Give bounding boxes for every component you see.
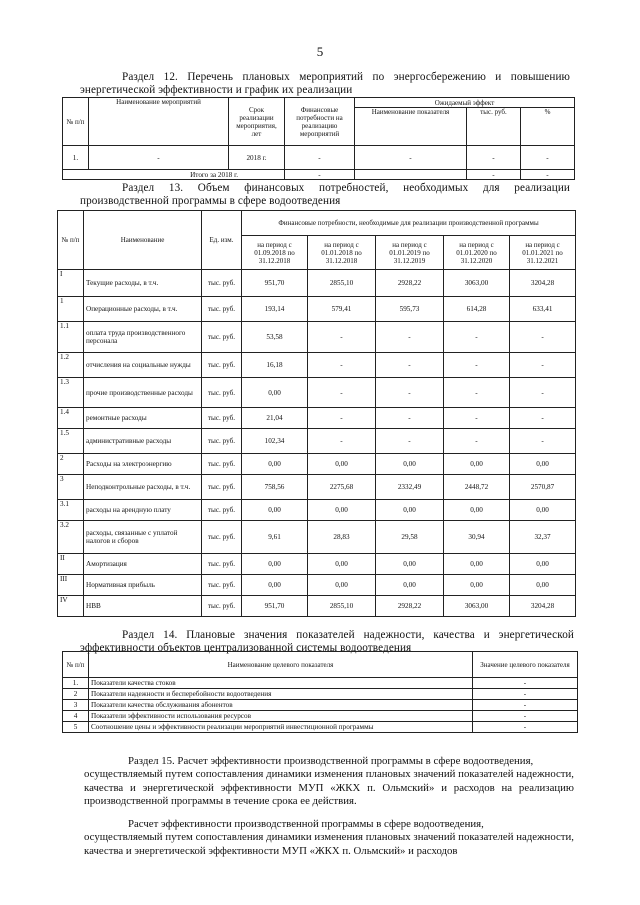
col-name-header: Наименование мероприятий (89, 98, 229, 146)
row-value: - (510, 378, 576, 408)
total-row: Итого за 2018 г. - - - (63, 170, 575, 180)
table-row (58, 378, 576, 408)
row-unit: тыс. руб. (202, 475, 242, 500)
row-value: - (308, 408, 376, 429)
row-value: 0,00 (510, 500, 576, 521)
row-num: 5 (63, 722, 89, 733)
row-num: II (58, 554, 84, 575)
row-value: 0,00 (510, 454, 576, 475)
row-value: 0,00 (308, 575, 376, 596)
row-num: 1 (58, 297, 84, 322)
row-name: Показатели качества обслуживания абонентов (89, 700, 473, 711)
row-name: Неподконтрольные расходы, в т.ч. (84, 475, 202, 500)
row-value: 2928,22 (376, 596, 444, 617)
col-fin-header: Финансовые потребности на реализацию мероприятий (285, 98, 355, 146)
row-value: 579,41 (308, 297, 376, 322)
row-value: - (473, 711, 578, 722)
row-value: 30,94 (444, 521, 510, 554)
col-unit-header: Ед. изм. (202, 211, 242, 270)
row-value: - (444, 353, 510, 378)
row-value: - (510, 429, 576, 454)
table-row (58, 596, 576, 617)
row-value: - (376, 353, 444, 378)
row-value: - (308, 378, 376, 408)
row-num: 3 (58, 475, 84, 500)
row-value: - (510, 353, 576, 378)
row-unit: тыс. руб. (202, 378, 242, 408)
col-num-header: № п/п (58, 211, 84, 270)
row-value: - (308, 429, 376, 454)
row-value: 595,73 (376, 297, 444, 322)
row-num: I (58, 270, 84, 297)
row-unit: тыс. руб. (202, 454, 242, 475)
row-value: 0,00 (444, 454, 510, 475)
section14-table (62, 651, 578, 733)
col-name-header: Наименование (84, 211, 202, 270)
table-row (63, 689, 578, 700)
col-thous-header: тыс. руб. (467, 108, 521, 146)
row-name: Расходы на электроэнергию (84, 454, 202, 475)
row-value: - (473, 689, 578, 700)
row-name: расходы, связанные с уплатой налогов и сборов (84, 521, 202, 554)
row-unit: тыс. руб. (202, 521, 242, 554)
row-name: расходы на арендную плату (84, 500, 202, 521)
table-row (58, 475, 576, 500)
row-unit: тыс. руб. (202, 353, 242, 378)
row-value: - (376, 378, 444, 408)
table-row (58, 429, 576, 454)
row-value: 0,00 (242, 575, 308, 596)
row-num: 1.3 (58, 378, 84, 408)
col-period-header: на период с 01.01.2019 по 31.12.2019 (376, 236, 444, 270)
col-period-header: на период с 01.01.2018 по 31.12.2018 (308, 236, 376, 270)
section14-heading: Раздел 14. Плановые значения показателей надежности, качества и энергетической эффективности объектов централизованной системы водоотведения (80, 629, 574, 654)
row-value: 2855,10 (308, 270, 376, 297)
row-value: - (510, 322, 576, 353)
row-num: IV (58, 596, 84, 617)
row-value: 633,41 (510, 297, 576, 322)
row-value: 3063,00 (444, 270, 510, 297)
row-value: - (376, 322, 444, 353)
row-value: 0,00 (242, 500, 308, 521)
row-value: 0,00 (376, 575, 444, 596)
row-name: Текущие расходы, в т.ч. (84, 270, 202, 297)
row-value: - (444, 378, 510, 408)
row-value: - (444, 429, 510, 454)
section12-table (62, 97, 575, 180)
table-row (63, 722, 578, 733)
row-name: Показатели эффективности использования ресурсов (89, 711, 473, 722)
row-unit: тыс. руб. (202, 575, 242, 596)
row-name: НВВ (84, 596, 202, 617)
table-row (63, 700, 578, 711)
row-value: 0,00 (308, 500, 376, 521)
col-period-header: на период с 01.01.2021 по 31.12.2021 (510, 236, 576, 270)
table-row (58, 353, 576, 378)
row-num: 3.2 (58, 521, 84, 554)
row-num: III (58, 575, 84, 596)
col-pct-header: % (521, 108, 575, 146)
row-value: 53,58 (242, 322, 308, 353)
table-row (58, 575, 576, 596)
row-name: административные расходы (84, 429, 202, 454)
row-value: - (510, 408, 576, 429)
col-period-header: на период с 01.01.2020 по 31.12.2020 (444, 236, 510, 270)
col-term-header: Срок реализации мероприятия, лет (229, 98, 285, 146)
row-value: - (376, 429, 444, 454)
row-name: ремонтные расходы (84, 408, 202, 429)
row-value: - (308, 322, 376, 353)
row-value: 0,00 (510, 575, 576, 596)
row-value: 102,34 (242, 429, 308, 454)
row-value: 9,61 (242, 521, 308, 554)
row-value: 0,00 (376, 500, 444, 521)
table-row (58, 554, 576, 575)
col-fin-header: Финансовые потребности, необходимые для реализации производственной программы (242, 211, 576, 236)
row-value: 29,58 (376, 521, 444, 554)
table-row (58, 322, 576, 353)
row-value: 2855,10 (308, 596, 376, 617)
row-value: - (444, 408, 510, 429)
row-value: 2928,22 (376, 270, 444, 297)
section15-paragraph-2: Расчет эффективности производственной программы в сфере водоотведения, осуществляемый путем сопоставления динамики изменения плановых значений показателей надежности, качества и энергетической эффективности МУП «ЖКХ п. Ольмский» и расходов (84, 818, 574, 857)
row-value: 758,56 (242, 475, 308, 500)
row-value: - (473, 700, 578, 711)
col-name-header: Наименование целевого показателя (89, 652, 473, 678)
table-row (58, 408, 576, 429)
section15-paragraph-1: Раздел 15. Расчет эффективности производственной программы в сфере водоотведения, осуществляемый путем сопоставления динамики изменения плановых значений показателей надежности, качества и энергетической эффективности МУП «ЖКХ п. Ольмский» и расходов на реализацию производственной программы в течение срока ее действия. (84, 755, 574, 807)
row-value: 21,04 (242, 408, 308, 429)
row-num: 2 (58, 454, 84, 475)
row-name: Нормативная прибыль (84, 575, 202, 596)
table-row: 1. - 2018 г. - - - - (63, 146, 575, 170)
row-value: 0,00 (242, 454, 308, 475)
row-name: Показатели надежности и бесперебойности водоотведения (89, 689, 473, 700)
col-effect-header: Ожидаемый эффект (355, 98, 575, 108)
col-value-header: Значение целевого показателя (473, 652, 578, 678)
table-row (58, 297, 576, 322)
row-value: - (473, 722, 578, 733)
row-name: Соотношение цены и эффективности реализации мероприятий инвестиционной программы (89, 722, 473, 733)
row-value: - (444, 322, 510, 353)
row-unit: тыс. руб. (202, 554, 242, 575)
row-value: 193,14 (242, 297, 308, 322)
row-unit: тыс. руб. (202, 596, 242, 617)
row-name: прочие производственные расходы (84, 378, 202, 408)
row-name: оплата труда производственного персонала (84, 322, 202, 353)
row-unit: тыс. руб. (202, 408, 242, 429)
row-value: 2275,68 (308, 475, 376, 500)
row-value: - (473, 678, 578, 689)
row-value: 2448,72 (444, 475, 510, 500)
row-unit: тыс. руб. (202, 322, 242, 353)
row-value: 3204,28 (510, 270, 576, 297)
row-value: 2332,49 (376, 475, 444, 500)
col-period-header: на период с 01.09.2018 по 31.12.2018 (242, 236, 308, 270)
row-value: - (376, 408, 444, 429)
row-name: Операционные расходы, в т.ч. (84, 297, 202, 322)
row-name: отчисления на социальные нужды (84, 353, 202, 378)
row-num: 1.2 (58, 353, 84, 378)
row-value: 0,00 (308, 554, 376, 575)
row-num: 3 (63, 700, 89, 711)
table-row (58, 270, 576, 297)
row-value: 0,00 (444, 500, 510, 521)
table-row (58, 521, 576, 554)
row-value: 32,37 (510, 521, 576, 554)
row-value: 0,00 (444, 554, 510, 575)
row-value: 0,00 (444, 575, 510, 596)
row-value: 2570,87 (510, 475, 576, 500)
table-row (58, 500, 576, 521)
col-indicator-header: Наименование показателя (355, 108, 467, 146)
row-value: 3204,28 (510, 596, 576, 617)
row-value: - (308, 353, 376, 378)
table-row (63, 711, 578, 722)
row-name: Амортизация (84, 554, 202, 575)
col-num-header: № п/п (63, 652, 89, 678)
row-unit: тыс. руб. (202, 297, 242, 322)
row-value: 0,00 (308, 454, 376, 475)
row-value: 0,00 (376, 554, 444, 575)
row-num: 1.4 (58, 408, 84, 429)
row-value: 0,00 (242, 378, 308, 408)
section13-table (57, 210, 576, 617)
row-num: 1.5 (58, 429, 84, 454)
row-value: 951,70 (242, 596, 308, 617)
row-value: 0,00 (376, 454, 444, 475)
row-value: 16,18 (242, 353, 308, 378)
row-num: 1. (63, 678, 89, 689)
row-num: 2 (63, 689, 89, 700)
row-num: 1.1 (58, 322, 84, 353)
row-unit: тыс. руб. (202, 270, 242, 297)
page-number: 5 (316, 44, 324, 59)
row-num: 4 (63, 711, 89, 722)
row-value: 0,00 (242, 554, 308, 575)
row-value: 614,28 (444, 297, 510, 322)
row-num: 3.1 (58, 500, 84, 521)
row-name: Показатели качества стоков (89, 678, 473, 689)
table-row (63, 678, 578, 689)
table-row (58, 454, 576, 475)
row-unit: тыс. руб. (202, 429, 242, 454)
section13-heading: Раздел 13. Объем финансовых потребностей, необходимых для реализации производственной программы в сфере водоотведения (80, 182, 570, 207)
row-unit: тыс. руб. (202, 500, 242, 521)
row-value: 3063,00 (444, 596, 510, 617)
section12-heading: Раздел 12. Перечень плановых мероприятий по энергосбережению и повышению энергетической эффективности и график их реализации (80, 71, 570, 96)
row-value: 28,83 (308, 521, 376, 554)
row-value: 0,00 (510, 554, 576, 575)
col-num-header: № п/п (63, 98, 89, 146)
row-value: 951,70 (242, 270, 308, 297)
